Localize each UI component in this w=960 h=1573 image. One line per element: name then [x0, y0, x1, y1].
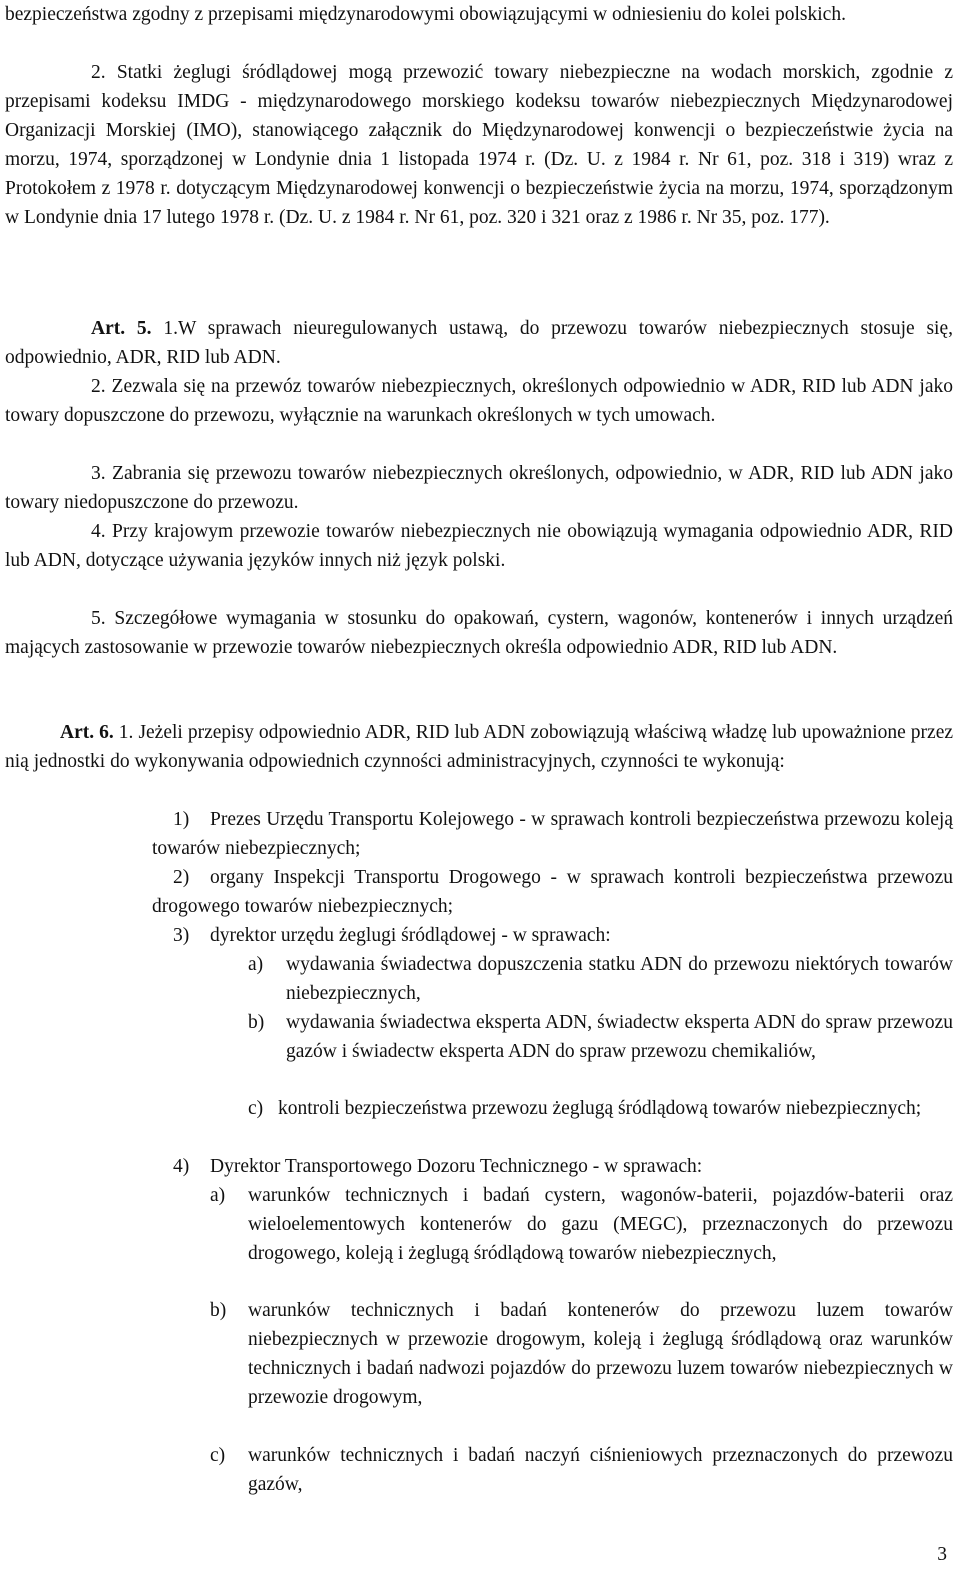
- list-item-3c: kontroli bezpieczeństwa przewozu żeglugą śródlądową towarów niebezpiecznych;: [278, 1098, 922, 1119]
- paragraph-continuation: bezpieczeństwa zgodny z przepisami międzynarodowymi obowiązującymi w odniesieniu do kolei polskich.: [5, 4, 846, 25]
- list-item-4a: warunków technicznych i badań cystern, wagonów-baterii, pojazdów-baterii oraz wieloelementowych kontenerów do gazu (MEGC), przeznaczonych do przewozu drogowego, koleją i żeglugą śródlądową towarów niebezpiecznych,: [248, 1185, 953, 1264]
- art6-p1-text: 1. Jeżeli przepisy odpowiednio ADR, RID lub ADN zobowiązują właściwą władzę lub upoważnione przez nią jednostki do wykonywania odpowiednich czynności administracyjnych, czynności te wykonują:: [5, 722, 954, 772]
- paragraph-art4-2: 2. Statki żeglugi śródlądowej mogą przewozić towary niebezpieczne na wodach morskich, zgodnie z przepisami kodeksu IMDG - międzynarodowego morskiego kodeksu towarów niebezpiecznych Międzynarodowej Organizacji Morskiej (IMO), stanowiącego załącznik do Międzynarodowej konwencji o bezpieczeństwie życia na morzu, 1974, sporządzonej w Londynie dnia 1 listopada 1974 r. (Dz. U. z 1984 r. Nr 61, poz. 318 i 319) wraz z Protokołem z 1978 r. dotyczącym Międzynarodowej konwencji o bezpieczeństwie życia na morzu, 1974, sporządzonym w Londynie dnia 17 lutego 1978 r. (Dz. U. z 1984 r. Nr 61, poz. 320 i 321 oraz z 1986 r. Nr 35, poz. 177).: [5, 62, 953, 228]
- list-label-4b: b): [210, 1300, 227, 1321]
- art5-paragraph-1: [5, 314, 953, 372]
- list-item-1: Prezes Urzędu Transportu Kolejowego - w sprawach kontroli bezpieczeństwa przewozu koleją towarów niebezpiecznych;: [152, 809, 953, 859]
- list-label-3c: c): [248, 1098, 264, 1119]
- list-item-3a: wydawania świadectwa dopuszczenia statku ADN do przewozu niektórych towarów niebezpiecznych,: [286, 954, 953, 1004]
- art5-paragraph-2: 2. Zezwala się na przewóz towarów niebezpiecznych, określonych odpowiednio w ADR, RID lub ADN jako towary dopuszczone do przewozu, wyłącznie na warunkach określonych w tych umowach.: [5, 376, 953, 426]
- art5-heading: Art. 5.: [91, 318, 152, 339]
- list-item-4c: warunków technicznych i badań naczyń ciśnieniowych przeznaczonych do przewozu gazów,: [248, 1445, 953, 1495]
- art5-paragraph-4: 4. Przy krajowym przewozie towarów niebezpiecznych nie obowiązują wymagania odpowiednio ADR, RID lub ADN, dotyczące używania języków innych niż język polski.: [5, 521, 953, 571]
- art5-p1-text: 1.W sprawach nieuregulowanych ustawą, do przewozu towarów niebezpiecznych stosuje się, odpowiednio, ADR, RID lub ADN.: [5, 318, 953, 368]
- list-item-3b: wydawania świadectwa eksperta ADN, świadectw eksperta ADN do spraw przewozu gazów i świadectw eksperta ADN do spraw przewozu chemikaliów,: [286, 1012, 953, 1062]
- art5-paragraph-3: 3. Zabrania się przewozu towarów niebezpiecznych określonych, odpowiednio, w ADR, RID lub ADN jako towary niedopuszczone do przewozu.: [5, 463, 953, 513]
- document-page: [5, 0, 953, 1573]
- list-label-3: 3): [173, 925, 190, 946]
- list-label-3a: a): [248, 954, 264, 975]
- list-label-3b: b): [248, 1012, 265, 1033]
- list-item-4: Dyrektor Transportowego Dozoru Technicznego - w sprawach:: [210, 1156, 703, 1177]
- list-label-4: 4): [173, 1156, 190, 1177]
- list-label-2: 2): [173, 867, 190, 888]
- art6-paragraph-1: [5, 718, 953, 776]
- art6-heading: Art. 6.: [60, 722, 114, 743]
- list-label-1: 1): [173, 809, 190, 830]
- list-item-4b: warunków technicznych i badań kontenerów do przewozu luzem towarów niebezpiecznych w przewozie drogowym, koleją i żeglugą śródlądową oraz warunków technicznych i badań nadwozi pojazdów do przewozu luzem towarów niebezpiecznych w przewozie drogowym,: [248, 1300, 953, 1408]
- list-label-4a: a): [210, 1185, 226, 1206]
- list-item-2: organy Inspekcji Transportu Drogowego - w sprawach kontroli bezpieczeństwa przewozu drogowego towarów niebezpiecznych;: [152, 867, 953, 917]
- art5-paragraph-5: 5. Szczegółowe wymagania w stosunku do opakowań, cystern, wagonów, kontenerów i innych urządzeń mających zastosowanie w przewozie towarów niebezpiecznych określa odpowiednio ADR, RID lub ADN.: [5, 608, 953, 658]
- list-item-3: dyrektor urzędu żeglugi śródlądowej - w sprawach:: [210, 925, 611, 946]
- list-label-4c: c): [210, 1445, 226, 1466]
- page-number: 3: [937, 1544, 947, 1565]
